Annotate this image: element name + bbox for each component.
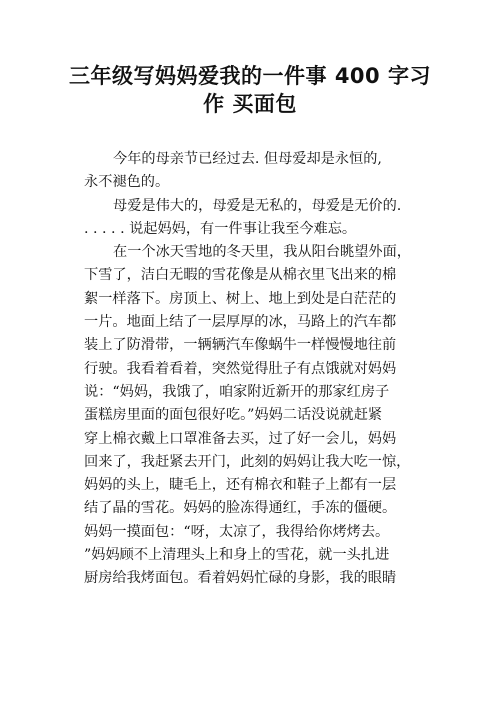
body-line: 蛋糕房里面的面包很好吃。”妈妈二话没说就赶紧 xyxy=(84,407,383,424)
body-line: 穿上棉衣戴上口罩准备去买，过了好一会儿，妈妈 xyxy=(84,430,397,447)
body-line: 永不褪色的。 xyxy=(84,174,170,191)
body-line: ”妈妈顾不上清理头上和身上的雪花，就一头扎进 xyxy=(84,547,390,564)
document-body xyxy=(84,148,424,591)
body-line: . . . . . 说起妈妈，有一件事让我至今难忘。 xyxy=(84,220,357,237)
body-line: 母爱是伟大的，母爱是无私的，母爱是无价的. xyxy=(113,197,402,214)
body-line: 装上了防滑带，一辆辆汽车像蜗牛一样慢慢地往前 xyxy=(84,337,397,354)
body-line: 下雪了，洁白无暇的雪花像是从棉衣里飞出来的棉 xyxy=(84,267,397,284)
document-title xyxy=(40,62,460,118)
body-line: 一片。地面上结了一层厚厚的冰，马路上的汽车都 xyxy=(84,314,397,331)
body-line: 今年的母亲节已经过去. 但母爱却是永恒的, xyxy=(113,151,382,167)
body-line: 回来了，我赶紧去开门，此刻的妈妈让我大吃一惊， xyxy=(84,453,411,470)
body-line: 在一个冰天雪地的冬天里，我从阳台眺望外面， xyxy=(113,244,411,261)
body-line: 行驶。我看着看着，突然觉得肚子有点饿就对妈妈 xyxy=(84,360,397,377)
body-line: 说：“妈妈，我饿了，咱家附近新开的那家红房子 xyxy=(84,383,390,400)
body-line: 妈妈一摸面包：“呀，太凉了，我得给你烤烤去。 xyxy=(84,523,390,540)
title-line-2: 作 买面包 xyxy=(203,92,297,116)
title-line-1: 三年级写妈妈爱我的一件事 400 字习 xyxy=(69,64,431,88)
body-line: 絮一样落下。房顶上、树上、地上到处是白茫茫的 xyxy=(84,290,397,307)
body-line: 妈妈的头上，睫毛上，还有棉衣和鞋子上都有一层 xyxy=(84,477,397,494)
body-line: 厨房给我烤面包。看着妈妈忙碌的身影，我的眼睛 xyxy=(84,570,397,587)
body-line: 结了晶的雪花。妈妈的脸冻得通红，手冻的僵硬。 xyxy=(84,500,397,517)
